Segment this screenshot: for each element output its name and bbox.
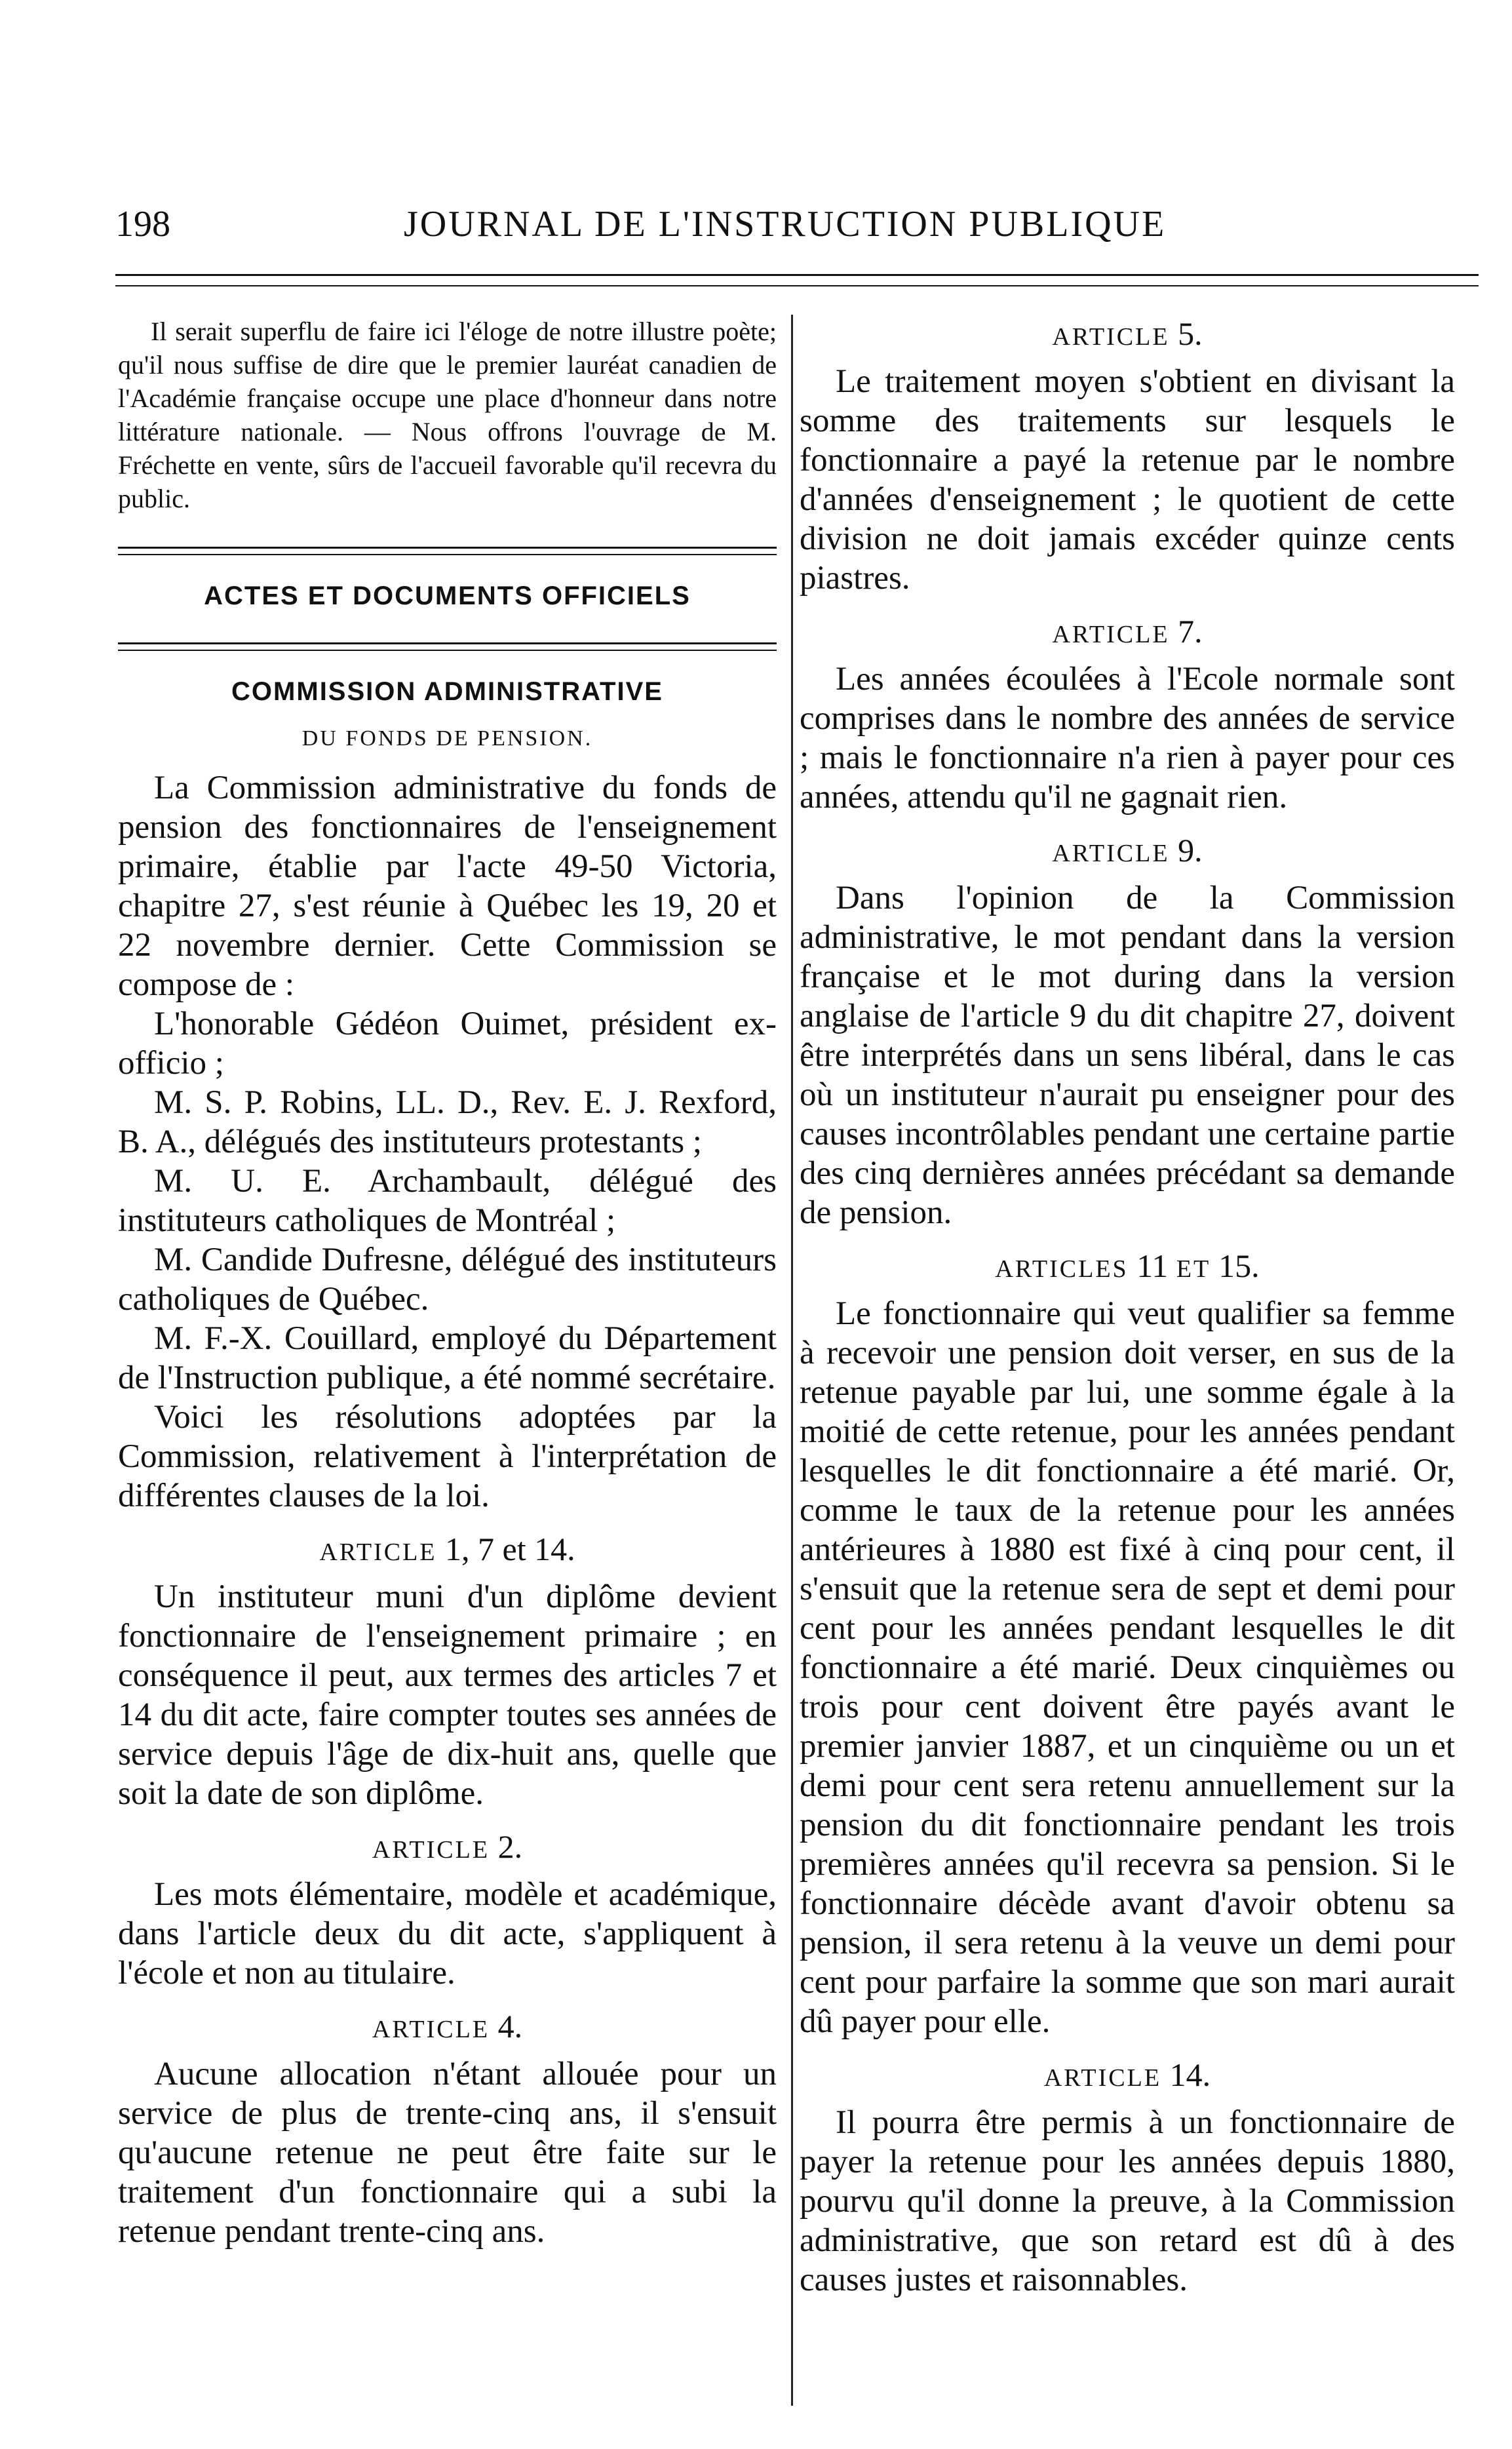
article-prefix: ARTICLE (372, 2016, 490, 2043)
member-item: M. S. P. Robins, LL. D., Rev. E. J. Rexford, B. A., délégués des instituteurs protestants ; (118, 1084, 777, 1160)
commission-paragraph: La Commission administrative du fonds de pension des fonctionnaires de l'enseignement primaire, établie par l'acte 49-50 Victoria, chapitre 27, s'est réunie à Québec les 19, 20 et 22 novembre dernier. Cette Commission se compose de : (118, 770, 777, 1003)
article-number: 4. (497, 2008, 523, 2045)
intro-paragraph: Il serait superflu de faire ici l'éloge de notre illustre poète; qu'il nous suffise de dire que le premier lauréat canadien de l'Académie française occupe une place d'honneur dans notre littérature nationale. — Nous offrons l'ouvrage de M. Fréchette en vente, sûrs de l'accueil favorable qu'il recevra du public. (118, 317, 777, 513)
commission-title: COMMISSION ADMINISTRATIVE (231, 677, 663, 706)
resolutions-paragraph: Voici les résolutions adoptées par la Commission, relativement à l'interprétation de différentes clauses de la loi. (118, 1399, 777, 1514)
article-prefix: ARTICLE (1043, 2064, 1162, 2092)
article-text: Dans l'opinion de la Commission administrative, le mot pendant dans la version française et le mot during dans la version anglaise de l'article 9 du dit chapitre 27, doivent être interprétés dans un sens libéral, dans le cas où un instituteur n'aurait pu enseigner pour des causes incontrôlables pendant une certaine partie des cinq dernières années précédant sa demande de pension. (800, 880, 1455, 1231)
article-prefix: ARTICLES (995, 1255, 1129, 1283)
right-column (800, 315, 1455, 2300)
page-number: 198 (115, 204, 170, 245)
article-number: 2. (497, 1828, 523, 1865)
member-item: M. Candide Dufresne, délégué des instituteurs catholiques de Québec. (118, 1242, 777, 1318)
article-heading (118, 2007, 777, 2045)
article-heading (800, 315, 1455, 353)
article-number: 1, 7 et 14. (445, 1531, 575, 1567)
member-item: M. U. E. Archambault, délégué des instituteurs catholiques de Montréal ; (118, 1163, 777, 1239)
article-text: Il pourra être permis à un fonctionnaire de payer la retenue pour les années depuis 1880, pourvu qu'il donne la preuve, à la Commission administrative, que son retard est dû à des causes justes et raisonnables. (800, 2104, 1455, 2298)
section-rule-bottom (118, 642, 777, 651)
member-item: L'honorable Gédéon Ouimet, président ex-officio ; (118, 1006, 777, 1082)
article-prefix: ARTICLE (1052, 840, 1170, 867)
article-text: Les années écoulées à l'Ecole normale sont comprises dans le nombre des années de service ; mais le fonctionnaire n'a rien à payer pour ces années, attendu qu'il ne gagnait rien. (800, 661, 1455, 815)
page-header (115, 203, 1190, 262)
article-number: 5. (1178, 315, 1203, 352)
article-prefix: ARTICLE (319, 1538, 437, 1566)
article-text: Aucune allocation n'étant allouée pour un service de plus de trente-cinq ans, il s'ensuit qu'aucune retenue ne peut être faite sur le traitement d'un fonctionnaire qui a subi la retenue pendant trente-cinq ans. (118, 2056, 777, 2250)
commission-subtitle: DU FONDS DE PENSION. (301, 726, 593, 751)
article-heading (118, 1828, 777, 1866)
article-number: 9. (1178, 832, 1203, 869)
article-text: Le fonctionnaire qui veut qualifier sa femme à recevoir une pension doit verser, en sus de la retenue payable par lui, une somme égale à la moitié de cette retenue, pour les années pendant lesquelles le dit fonctionnaire a été marié. Or, comme le taux de la retenue pour les années antérieures à 1880 est fixé à cinq pour cent, il s'ensuit que la retenue sera de sept et demi pour cent pour les années pendant lesquelles le dit fonctionnaire a été marié. Deux cinquièmes ou trois pour cent doivent être payés avant le premier janvier 1887, et un cinquième ou un et demi pour cent sera retenu annuellement sur la pension du dit fonctionnaire pendant les trois premières années qu'il recevra sa pension. Si le fonctionnaire décède avant d'avoir obtenu sa pension, il sera retenu à la veuve un demi pour cent pour parfaire la somme que son mari aurait dû payer pour elle. (800, 1295, 1455, 2040)
article-prefix: ARTICLE (372, 1836, 490, 1864)
article-heading (800, 1247, 1455, 1285)
journal-title: JOURNAL DE L'INSTRUCTION PUBLIQUE (404, 204, 1167, 245)
article-text: Le traitement moyen s'obtient en divisant la somme des traitements sur lesquels le fonctionnaire a payé la retenue par le nombre d'années d'enseignement ; le quotient de cette division ne doit jamais excéder quinze cents piastres. (800, 363, 1455, 597)
article-heading (800, 831, 1455, 869)
article-number: 14. (1169, 2056, 1211, 2093)
article-number: 11 (1136, 1247, 1169, 1284)
section-title: ACTES ET DOCUMENTS OFFICIELS (204, 581, 691, 610)
article-heading (800, 612, 1455, 650)
article-text: Les mots élémentaire, modèle et académique, dans l'article deux du dit acte, s'appliquent à l'école et non au titulaire. (118, 1876, 777, 1991)
column-divider (791, 315, 793, 2406)
article-conjunction: ET (1176, 1255, 1211, 1283)
left-column (118, 315, 777, 2251)
article-number: 7. (1178, 613, 1203, 650)
member-item: M. F.-X. Couillard, employé du Département de l'Instruction publique, a été nommé secrétaire. (118, 1320, 777, 1396)
article-prefix: ARTICLE (1052, 621, 1170, 648)
article-prefix: ARTICLE (1052, 323, 1170, 351)
article-text: Un instituteur muni d'un diplôme devient fonctionnaire de l'enseignement primaire ; en conséquence il peut, aux termes des articles 7 et 14 du dit acte, faire compter toutes ses années de service depuis l'âge de dix-huit ans, quelle que soit la date de son diplôme. (118, 1578, 777, 1812)
section-rule-top (118, 547, 777, 555)
article-heading (800, 2056, 1455, 2094)
article-number: 15. (1218, 1247, 1260, 1284)
header-rule (115, 274, 1479, 286)
article-heading (118, 1530, 777, 1568)
